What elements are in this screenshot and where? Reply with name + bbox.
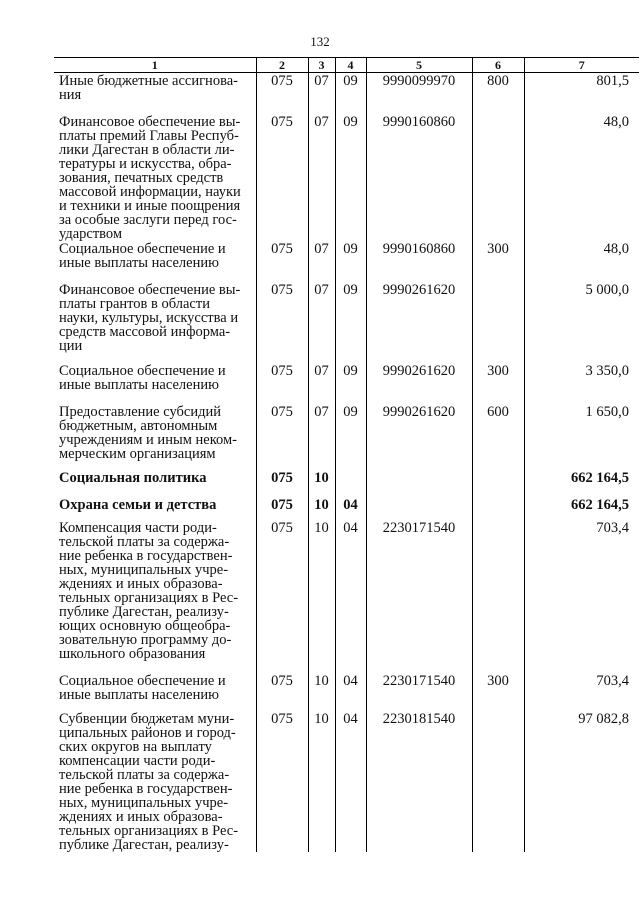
chapter-code-cell: 07 (308, 282, 335, 363)
row-name-cell: Финансовое обеспечение вы- платы премий Главы Респуб- лики Дагестан в области ли- тературы и искусства, обра- зования, печатных средств массовой информации, науки и техники и иные поощрения за особые заслуги перед гос- ударством (59, 113, 241, 242)
row-name-cell: Социальное обеспечение и иные выплаты населению (59, 240, 226, 271)
expense-type-cell (472, 470, 524, 497)
expense-type-cell (472, 497, 524, 520)
amount-cell: 662 164,5 (524, 497, 639, 520)
table-row (54, 520, 639, 673)
amount-cell: 3 350,0 (524, 363, 639, 404)
amount-cell: 662 164,5 (524, 470, 639, 497)
subsection-code-cell: 04 (335, 673, 366, 711)
section-code-cell: 075 (256, 711, 308, 852)
table-row (54, 673, 639, 711)
expense-type-cell: 800 (472, 73, 524, 114)
expense-type-cell: 300 (472, 363, 524, 404)
table-row (54, 73, 639, 114)
subsection-code-cell: 09 (335, 73, 366, 114)
amount-cell: 48,0 (524, 114, 639, 241)
chapter-code-cell: 07 (308, 114, 335, 241)
row-name-cell: Социальное обеспечение и иные выплаты населению (59, 672, 226, 703)
table-row (54, 470, 639, 497)
row-name-cell: Социальное обеспечение и иные выплаты населению (59, 362, 226, 393)
row-name-cell: Охрана семьи и детства (59, 496, 217, 513)
table-row (54, 404, 639, 470)
target-article-cell: 9990261620 (366, 363, 472, 404)
amount-cell: 1 650,0 (524, 404, 639, 470)
table-row (54, 363, 639, 404)
table-row (54, 114, 639, 241)
column-header: 2 (256, 58, 308, 73)
chapter-code-cell: 10 (308, 520, 335, 673)
target-article-cell: 9990099970 (366, 73, 472, 114)
section-code-cell: 075 (256, 114, 308, 241)
column-header: 4 (335, 58, 366, 73)
section-code-cell: 075 (256, 520, 308, 673)
target-article-cell: 9990160860 (366, 241, 472, 282)
row-name-cell: Субвенции бюджетам муни- ципальных районов и город- ских округов на выплату компенсации части роди- тельской платы за содержа- ние ребенка в государствен- ных, муниципальных учре- ждениях и иных образова- тельных организациях в Рес- публике Дагестан, реализу- (59, 710, 239, 853)
expense-type-cell (472, 520, 524, 673)
table-row (54, 241, 639, 282)
chapter-code-cell: 07 (308, 73, 335, 114)
target-article-cell (366, 470, 472, 497)
chapter-code-cell: 07 (308, 404, 335, 470)
section-code-cell: 075 (256, 73, 308, 114)
row-name-cell: Предоставление субсидий бюджетным, автономным учреждениям и иным неком- мерческим организациям (59, 403, 237, 462)
subsection-code-cell: 09 (335, 404, 366, 470)
amount-cell: 48,0 (524, 241, 639, 282)
section-code-cell: 075 (256, 282, 308, 363)
target-article-cell: 9990160860 (366, 114, 472, 241)
table-row (54, 497, 639, 520)
section-code-cell: 075 (256, 673, 308, 711)
expense-type-cell: 300 (472, 673, 524, 711)
column-header: 6 (472, 58, 524, 73)
chapter-code-cell: 10 (308, 711, 335, 852)
section-code-cell: 075 (256, 470, 308, 497)
target-article-cell: 9990261620 (366, 282, 472, 363)
row-name-cell: Финансовое обеспечение вы- платы грантов в области науки, культуры, искусства и средств массовой информа- ции (59, 281, 241, 354)
expense-type-cell: 300 (472, 241, 524, 282)
subsection-code-cell: 04 (335, 497, 366, 520)
section-code-cell: 075 (256, 363, 308, 404)
chapter-code-cell: 10 (308, 497, 335, 520)
subsection-code-cell: 09 (335, 114, 366, 241)
target-article-cell (366, 497, 472, 520)
amount-cell: 97 082,8 (524, 711, 639, 852)
subsection-code-cell (335, 470, 366, 497)
header-row (54, 58, 639, 73)
section-code-cell: 075 (256, 404, 308, 470)
target-article-cell: 2230171540 (366, 520, 472, 673)
section-code-cell: 075 (256, 241, 308, 282)
expense-type-cell (472, 711, 524, 852)
target-article-cell: 2230171540 (366, 673, 472, 711)
expense-type-cell (472, 114, 524, 241)
section-code-cell: 075 (256, 497, 308, 520)
budget-table (54, 57, 639, 852)
expense-type-cell (472, 282, 524, 363)
table-body (54, 73, 639, 852)
subsection-code-cell: 04 (335, 711, 366, 852)
amount-cell: 801,5 (524, 73, 639, 114)
chapter-code-cell: 10 (308, 673, 335, 711)
chapter-code-cell: 10 (308, 470, 335, 497)
target-article-cell: 9990261620 (366, 404, 472, 470)
column-header: 3 (308, 58, 335, 73)
row-name-cell: Социальная политика (59, 469, 207, 486)
row-name-cell: Компенсация части роди- тельской платы за содержа- ние ребенка в государствен- ных, муниципальных учре- ждениях и иных образова- тельных организациях в Рес- публике Дагестан, реализу- ющих основную общеобра- зовательную программу до- школьного образования (59, 519, 239, 662)
chapter-code-cell: 07 (308, 363, 335, 404)
table-row (54, 282, 639, 363)
subsection-code-cell: 09 (335, 241, 366, 282)
subsection-code-cell: 09 (335, 282, 366, 363)
column-header: 1 (54, 58, 256, 73)
page-number: 132 (310, 34, 330, 49)
target-article-cell: 2230181540 (366, 711, 472, 852)
chapter-code-cell: 07 (308, 241, 335, 282)
table-row (54, 711, 639, 852)
subsection-code-cell: 04 (335, 520, 366, 673)
subsection-code-cell: 09 (335, 363, 366, 404)
amount-cell: 5 000,0 (524, 282, 639, 363)
column-header: 5 (366, 58, 472, 73)
column-header: 7 (524, 58, 639, 73)
row-name-cell: Иные бюджетные ассигнова- ния (59, 73, 238, 103)
expense-type-cell: 600 (472, 404, 524, 470)
amount-cell: 703,4 (524, 673, 639, 711)
amount-cell: 703,4 (524, 520, 639, 673)
